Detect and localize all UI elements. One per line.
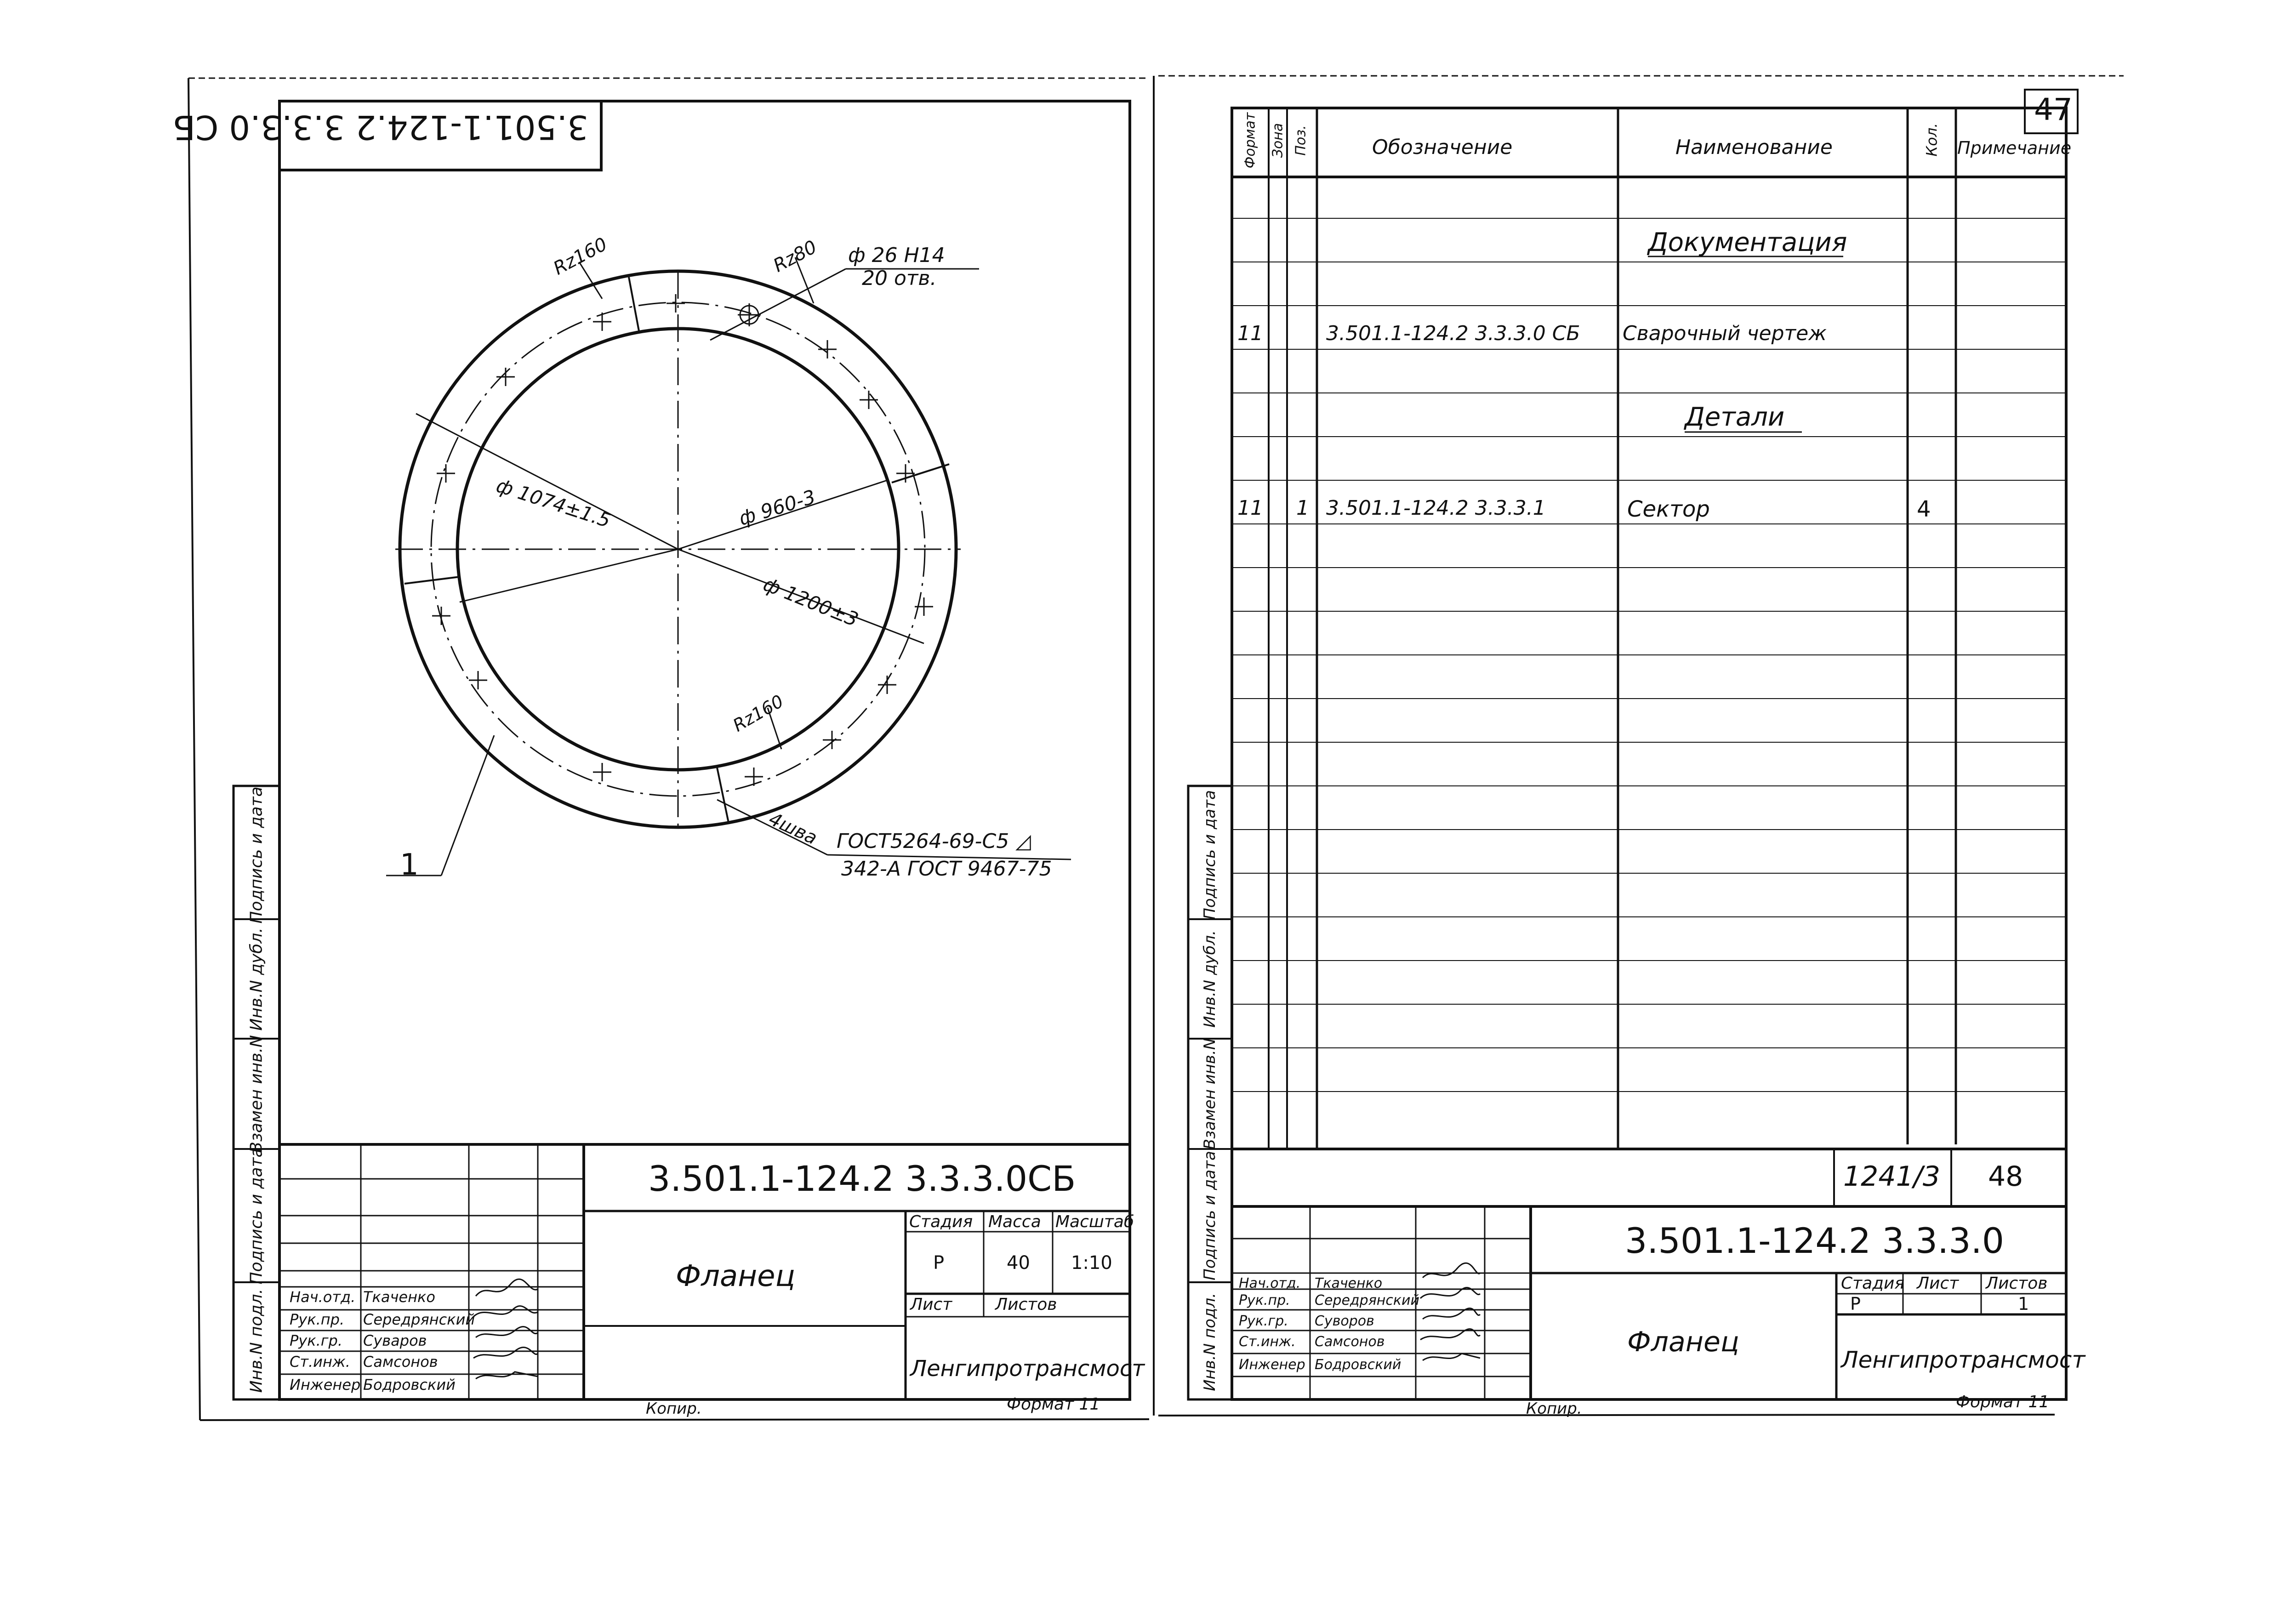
r-name-samsonov: Самсонов [1315,1334,1385,1350]
role-ruk-pr: Рук.пр. [290,1311,345,1328]
r-name-seredryansky: Середрянский [1315,1292,1419,1308]
header-format: Формат [1242,112,1259,169]
hole-count-label: 20 отв. [862,267,937,290]
outer-diameter-label: ф 1200±3 [760,572,862,631]
row-designation-2: 3.501.1-124.2 3.3.3.1 [1326,496,1546,520]
r-title-organization: Ленгипротрансмост [1841,1347,2085,1373]
side-label-vzamen: Взамен инв.N [247,1035,266,1153]
row-name-2: Сектор [1627,496,1710,522]
weld-standard-2: 342-А ГОСТ 9467-75 [841,857,1052,881]
name-tkachenko: Ткаченко [363,1288,435,1306]
left-footer-copy: Копир. [646,1399,702,1418]
side-label-sign-date-2: Подпись и дата [247,786,266,924]
name-seredryansky: Середрянский [363,1311,475,1328]
title-stage-header: Стадия [909,1212,973,1231]
header-name: Наименование [1675,136,1833,159]
r-name-suvorov: Суворов [1315,1313,1374,1329]
r-side-label-inv-dubl: Инв.N дубл. [1201,930,1219,1028]
r-title-sheet-header: Лист [1917,1274,1959,1293]
side-label-inv-dubl: Инв.N дубл. [247,927,266,1031]
right-footer-copy: Копир. [1526,1399,1582,1418]
title-sheets-header: Листов [995,1295,1057,1314]
r-side-label-sign-date-1: Подпись и дата [1201,1151,1219,1280]
r-title-sheets-header: Листов [1986,1274,2048,1293]
r-role-st-inzh: Ст.инж. [1239,1334,1296,1350]
row-qty-2: 4 [1917,496,1931,522]
inner-diameter-label: ф 1074±1.5 [493,474,614,532]
r-role-inzhener: Инженер [1239,1357,1305,1373]
archive-number: 1241/3 [1843,1160,1941,1193]
row-format-1: 11 [1237,322,1263,345]
r-title-name: Фланец [1627,1326,1739,1358]
hole-dimension-label: ф 26 Н14 [848,244,945,267]
row-heading-details: Детали [1685,402,1785,432]
signatures [469,1273,542,1399]
row-format-2: 11 [1237,496,1263,520]
title-mass-header: Масса [988,1212,1041,1231]
rz-top-right-label: Rz80 [770,236,820,277]
side-label-inv-podl: Инв.N подл. [247,1289,266,1393]
rz-top-left-label: Rz160 [550,233,611,279]
r-side-label-sign-date-2: Подпись и дата [1201,790,1219,920]
name-samsonov: Самсонов [363,1353,438,1370]
title-sheet-header: Лист [910,1295,952,1314]
side-label-sign-date-1: Подпись и дата [247,1147,266,1285]
title-scale-header: Масштаб [1055,1212,1134,1231]
title-scale-value: 1:10 [1071,1252,1112,1274]
right-sheet [1158,0,2296,1615]
sheet-divider [1149,0,1158,1615]
left-footer-format: Формат 11 [1007,1395,1100,1414]
title-name: Фланец [676,1259,795,1293]
r-name-bodrovsky: Бодровский [1315,1357,1402,1373]
name-suvarov: Суваров [363,1332,427,1349]
rz-bottom-label: Rz160 [729,691,787,736]
r-name-tkachenko: Ткаченко [1315,1275,1383,1291]
r-side-label-inv-podl: Инв.N подл. [1201,1293,1219,1391]
r-role-ruk-pr: Рук.пр. [1239,1292,1290,1308]
r-role-nach-otd: Нач.отд. [1239,1275,1301,1291]
header-pos: Поз. [1293,125,1309,156]
header-qty: Кол. [1923,123,1941,157]
role-st-inzh: Ст.инж. [290,1353,350,1370]
title-mass-value: 40 [1007,1252,1030,1274]
weld-standard-1: ГОСТ5264-69-С5 ◿ [837,830,1031,853]
name-bodrovsky: Бодровский [363,1376,456,1393]
r-title-stage-header: Стадия [1841,1274,1905,1293]
header-designation: Обозначение [1372,136,1513,159]
r-title-doc-code: 3.501.1-124.2 3.3.3.0 [1625,1220,2005,1261]
r-title-sheets-value: 1 [2018,1294,2029,1314]
title-organization: Ленгипротрансмост [910,1356,1145,1382]
r-side-label-vzamen: Взамен инв.N [1201,1038,1219,1150]
row-designation-1: 3.501.1-124.2 3.3.3.0 СБ [1326,322,1580,345]
right-footer-format: Формат 11 [1956,1393,2050,1411]
mid-diameter-label: ф 960-3 [736,485,818,530]
title-stage-value: Р [933,1252,945,1274]
title-doc-code: 3.501.1-124.2 3.3.3.0СБ [648,1158,1076,1199]
r-signatures [1416,1259,1485,1397]
row-name-1: Сварочный чертеж [1623,322,1827,345]
role-nach-otd: Нач.отд. [290,1288,356,1306]
row-heading-documentation: Документация [1648,227,1847,257]
header-note: Примечание [1957,138,2072,158]
role-ruk-gr: Рук.гр. [290,1332,343,1349]
r-role-ruk-gr: Рук.гр. [1239,1313,1288,1329]
row-pos-2: 1 [1296,496,1309,520]
rotated-stamp-code: 3.501.1-124.2 3.3.3.0 СБ [172,108,588,147]
archive-sheet: 48 [1988,1160,2023,1193]
position-number: 1 [400,848,419,882]
r-title-stage-value: Р [1850,1294,1861,1314]
header-zone: Зона [1270,123,1286,158]
page-number: 47 [2034,92,2073,127]
role-inzhener: Инженер [290,1376,361,1393]
weld-count-label: 4шва [765,808,820,849]
